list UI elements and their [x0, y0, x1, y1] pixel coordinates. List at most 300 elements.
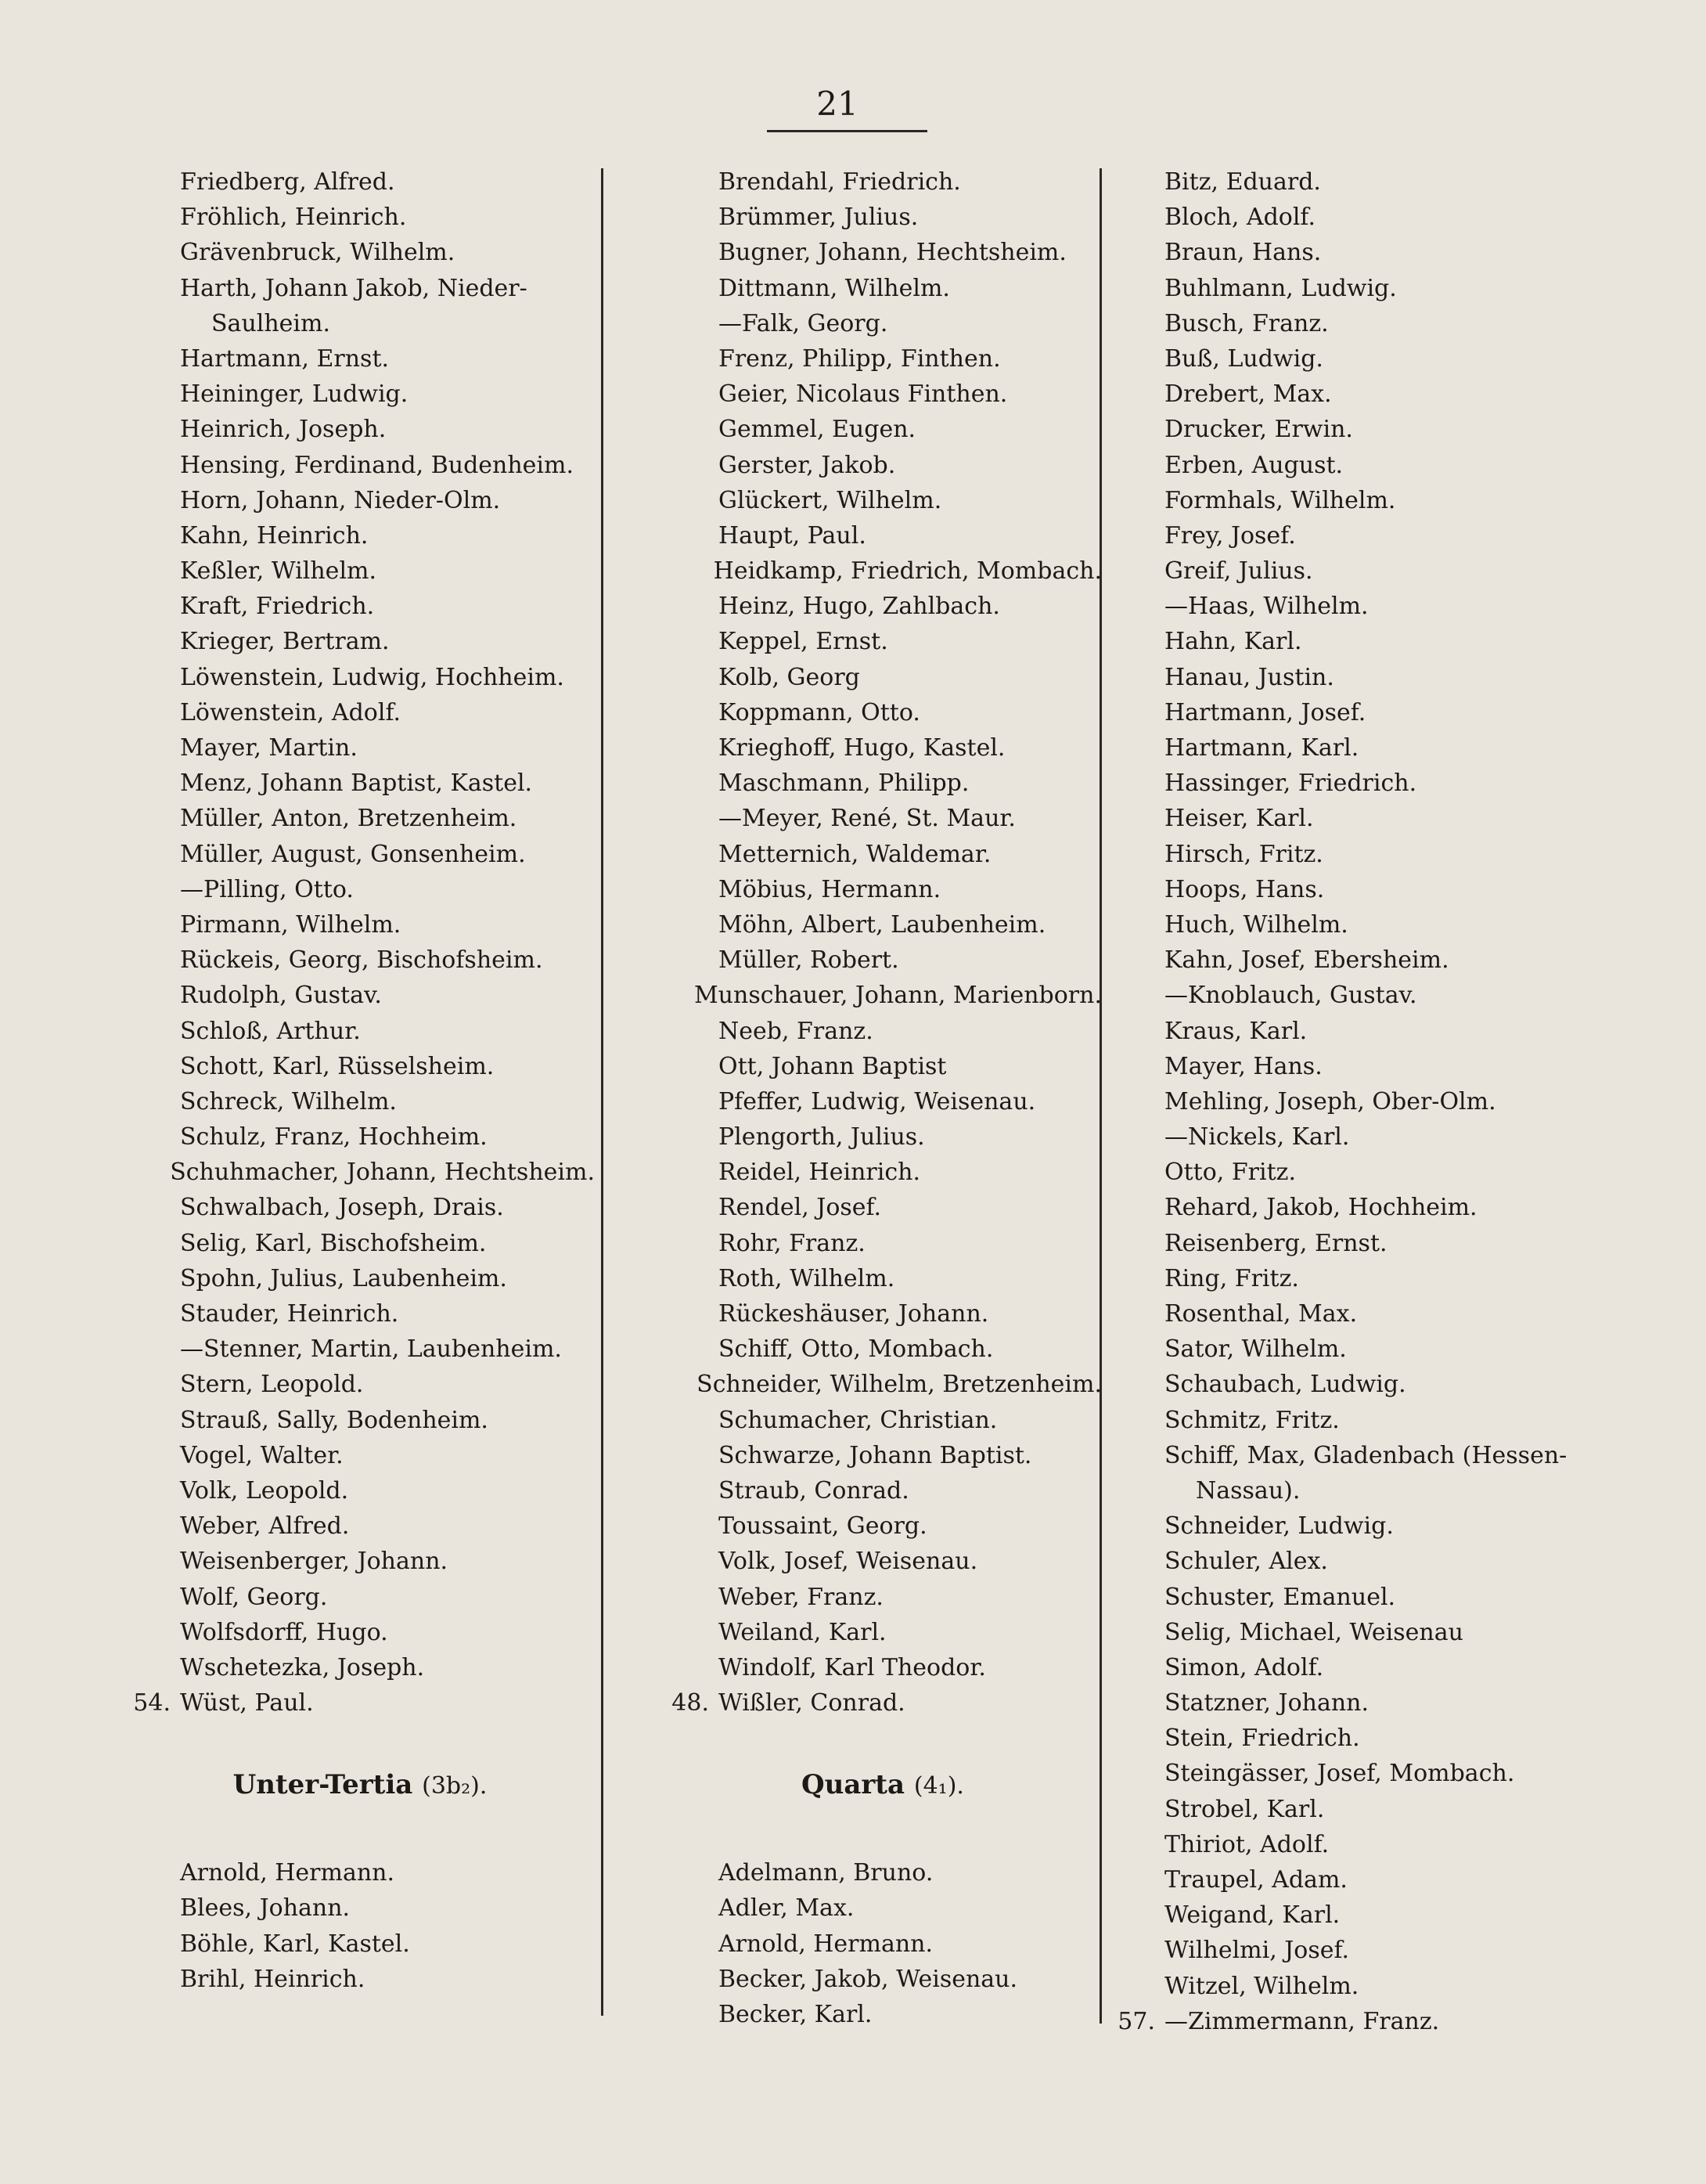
list-item [125, 660, 595, 695]
list-item [125, 1962, 595, 1997]
entry-number [1110, 1827, 1164, 1862]
list-item [664, 589, 1102, 624]
quarta-list [664, 1855, 1102, 2032]
entry-number [1110, 1933, 1164, 1968]
entry-name: Strauß, Sally, Bodenheim. [180, 1406, 488, 1434]
entry-name: Müller, Anton, Bretzenheim. [180, 805, 517, 833]
list-item [664, 1508, 1102, 1544]
entry-name: Buhlmann, Ludwig. [1164, 274, 1397, 302]
list-item [664, 1438, 1102, 1473]
entry-name: Reidel, Heinrich. [718, 1159, 920, 1187]
entry-number [664, 1997, 718, 2032]
list-item [664, 271, 1102, 306]
entry-number [1110, 1650, 1164, 1685]
entry-number [664, 1332, 718, 1367]
entry-name: Hirsch, Fritz. [1164, 840, 1323, 868]
list-item [1110, 1190, 1611, 1225]
entry-number [125, 589, 180, 624]
entry-name: Schmitz, Fritz. [1164, 1406, 1340, 1434]
entry-name: Schiff, Max, Gladenbach (Hessen- [1164, 1441, 1567, 1469]
entry-name: Keppel, Ernst. [718, 628, 888, 656]
entry-number [664, 448, 718, 483]
list-item [125, 907, 595, 942]
entry-name: Volk, Josef, Weisenau. [718, 1548, 978, 1576]
entry-number [664, 553, 714, 589]
entry-name: Mayer, Martin. [180, 734, 358, 762]
entry-name: —Falk, Georg. [718, 309, 888, 337]
entry-name: Maschmann, Philipp. [718, 769, 970, 798]
entry-name: Straub, Conrad. [718, 1476, 909, 1505]
entry-name: Horn, Johann, Nieder-Olm. [180, 486, 501, 514]
entry-name: Rückeis, Georg, Bischofsheim. [180, 946, 543, 975]
list-item [1110, 730, 1611, 766]
list-item [664, 412, 1102, 447]
entry-number [1110, 1367, 1164, 1402]
entry-number [664, 589, 718, 624]
entry-number [664, 837, 718, 872]
list-item [664, 1890, 1102, 1926]
entry-number [1110, 907, 1164, 942]
entry-name: Heinz, Hugo, Zahlbach. [718, 593, 1000, 621]
entry-number [1110, 377, 1164, 412]
list-item [125, 872, 595, 907]
entry-number [664, 1014, 718, 1049]
entry-number [125, 660, 180, 695]
unter-tertia-list [125, 1855, 595, 1997]
entry-number [1110, 1685, 1164, 1721]
list-item [125, 1014, 595, 1049]
list-item [664, 306, 1102, 341]
entry-number [1110, 553, 1164, 589]
list-item [125, 164, 595, 200]
list-item [125, 271, 595, 306]
entry-number [125, 1296, 180, 1332]
entry-name: Wolf, Georg. [180, 1583, 328, 1611]
list-item [125, 978, 595, 1013]
list-item [1110, 518, 1611, 553]
list-item [1110, 448, 1611, 483]
entry-number [125, 624, 180, 659]
entry-number [664, 235, 718, 270]
list-item [664, 235, 1102, 270]
entry-name: Schuler, Alex. [1164, 1548, 1328, 1576]
entry-name: Arnold, Hermann. [718, 1930, 934, 1958]
entry-name: Gerster, Jakob. [718, 451, 896, 479]
entry-number [664, 1544, 718, 1579]
entry-name: Schneider, Ludwig. [1164, 1512, 1394, 1541]
entry-name: —Haas, Wilhelm. [1164, 593, 1369, 621]
list-item [1110, 164, 1611, 200]
entry-name: Schuhmacher, Johann, Hechtsheim. [170, 1159, 595, 1187]
entry-number [125, 341, 180, 377]
entry-name: Buß, Ludwig. [1164, 344, 1323, 373]
entry-name: Geier, Nicolaus Finthen. [718, 380, 1008, 409]
list-item [1110, 978, 1611, 1013]
entry-number [664, 1580, 718, 1615]
entry-number [1110, 1084, 1164, 1119]
entry-name: Kolb, Georg [718, 663, 860, 691]
list-item [1110, 1332, 1611, 1367]
entry-name: Mayer, Hans. [1164, 1052, 1323, 1080]
list-item [664, 1962, 1102, 1997]
list-item [664, 1855, 1102, 1890]
entry-name: Otto, Fritz. [1164, 1159, 1296, 1187]
list-item [1110, 306, 1611, 341]
list-item [664, 341, 1102, 377]
entry-name: Neeb, Franz. [718, 1017, 873, 1045]
list-item [664, 837, 1102, 872]
list-item [1110, 1438, 1611, 1473]
entry-name: Adelmann, Bruno. [718, 1859, 934, 1887]
entry-name: Huch, Wilhelm. [1164, 910, 1348, 939]
section-title: Unter-Tertia [232, 1769, 413, 1801]
list-item [664, 1119, 1102, 1155]
entry-name: Drucker, Erwin. [1164, 416, 1353, 444]
entry-number [1110, 1756, 1164, 1791]
entry-number [664, 1403, 718, 1438]
entry-number [1110, 1403, 1164, 1438]
entry-name: Stauder, Heinrich. [180, 1300, 399, 1328]
entry-name: Schumacher, Christian. [718, 1406, 998, 1434]
entry-name: Drebert, Max. [1164, 380, 1332, 409]
entry-name: Hensing, Ferdinand, Budenheim. [180, 451, 574, 479]
entry-name: Hassinger, Friedrich. [1164, 769, 1417, 798]
entry-number [664, 907, 718, 942]
list-item [1110, 1933, 1611, 1968]
entry-number [125, 1855, 180, 1890]
list-item [664, 801, 1102, 836]
list-item [125, 1332, 595, 1367]
entry-name: Glückert, Wilhelm. [718, 486, 942, 514]
list-item [125, 1226, 595, 1261]
column-1-list [125, 164, 595, 1721]
list-item [1110, 660, 1611, 695]
entry-name: —Stenner, Martin, Laubenheim. [180, 1335, 562, 1364]
list-item [125, 200, 595, 235]
list-item [1110, 1403, 1611, 1438]
entry-number [1110, 341, 1164, 377]
entry-number [664, 978, 694, 1013]
entry-name: Bitz, Eduard. [1164, 168, 1321, 196]
entry-name: Stein, Friedrich. [1164, 1724, 1360, 1753]
entry-name: Rudolph, Gustav. [180, 982, 382, 1010]
list-item [1110, 200, 1611, 235]
entry-name: Hartmann, Karl. [1164, 734, 1359, 762]
entry-number [1110, 1580, 1164, 1615]
entry-name: Braun, Hans. [1164, 239, 1322, 267]
entry-number [664, 200, 718, 235]
entry-number [664, 1226, 718, 1261]
entry-name: Weigand, Karl. [1164, 1901, 1341, 1930]
list-item [1110, 1261, 1611, 1296]
list-item [664, 872, 1102, 907]
entry-name: Kraus, Karl. [1164, 1017, 1308, 1045]
entry-number [125, 872, 180, 907]
list-item [125, 377, 595, 412]
entry-number [664, 1438, 718, 1473]
entry-number [664, 1508, 718, 1544]
entry-name: Thiriot, Adolf. [1164, 1830, 1330, 1858]
entry-number [125, 1014, 180, 1049]
entry-number [125, 164, 180, 200]
entry-name: Steingässer, Josef, Mombach. [1164, 1760, 1515, 1788]
column-1 [125, 164, 595, 1997]
entry-name: Heininger, Ludwig. [180, 380, 409, 409]
entry-name: Koppmann, Otto. [718, 698, 920, 726]
entry-name: Vogel, Walter. [180, 1441, 344, 1469]
entry-name: Haupt, Paul. [718, 521, 866, 550]
list-item [1110, 837, 1611, 872]
entry-name: Adler, Max. [718, 1894, 855, 1923]
list-item [664, 942, 1102, 978]
entry-number [125, 1962, 180, 1997]
list-item [664, 377, 1102, 412]
list-item [125, 448, 595, 483]
entry-name: Kahn, Heinrich. [180, 521, 369, 550]
entry-number [1110, 306, 1164, 341]
entry-number [1110, 695, 1164, 730]
entry-number [125, 448, 180, 483]
list-item [664, 1926, 1102, 1962]
list-item [125, 1190, 595, 1225]
entry-number [1110, 730, 1164, 766]
list-item [1110, 1685, 1611, 1721]
entry-number [125, 1190, 180, 1225]
entry-number [664, 1155, 718, 1190]
entry-number [1110, 1897, 1164, 1933]
entry-name: Heinrich, Joseph. [180, 416, 387, 444]
entry-number [664, 1296, 718, 1332]
entry-name: Greif, Julius. [1164, 557, 1313, 586]
entry-number [125, 1261, 180, 1296]
list-item [125, 1367, 595, 1402]
list-item [125, 695, 595, 730]
entry-name: Schwarze, Johann Baptist. [718, 1441, 1032, 1469]
list-item [125, 801, 595, 836]
entry-number [1110, 1969, 1164, 2004]
entry-number [1110, 589, 1164, 624]
list-item [664, 553, 1102, 589]
entry-number [1110, 1544, 1164, 1579]
entry-name: Metternich, Waldemar. [718, 840, 992, 868]
entry-name: Krieger, Bertram. [180, 628, 390, 656]
entry-name: Müller, August, Gonsenheim. [180, 840, 526, 868]
column-3 [1110, 164, 1611, 2039]
entry-name: Becker, Karl. [718, 2001, 873, 2028]
entry-name: Möbius, Hermann. [718, 875, 941, 903]
list-item [125, 1155, 595, 1190]
list-item [125, 412, 595, 447]
entry-name: Friedberg, Alfred. [180, 168, 395, 196]
entry-name: Pirmann, Wilhelm. [180, 910, 401, 939]
entry-name: Stern, Leopold. [180, 1371, 364, 1399]
section-title: Quarta [801, 1769, 905, 1801]
list-item [664, 907, 1102, 942]
entry-number [1110, 1721, 1164, 1756]
list-item [125, 730, 595, 766]
entry-number [125, 1367, 180, 1402]
entry-name: Ott, Johann Baptist [718, 1052, 947, 1080]
entry-name: Statzner, Johann. [1164, 1689, 1369, 1717]
entry-name: Fröhlich, Heinrich. [180, 204, 407, 232]
list-item [664, 730, 1102, 766]
entry-number [1110, 1508, 1164, 1544]
entry-name: Hahn, Karl. [1164, 628, 1302, 656]
list-item [125, 1049, 595, 1084]
entry-name: Plengorth, Julius. [718, 1123, 925, 1151]
entry-name: Volk, Leopold. [180, 1476, 349, 1505]
entry-name: Rendel, Josef. [718, 1194, 882, 1222]
entry-name: Formhals, Wilhelm. [1164, 486, 1396, 514]
entry-number [664, 483, 718, 518]
entry-name: Schiff, Otto, Mombach. [718, 1335, 994, 1364]
list-item [664, 518, 1102, 553]
entry-name: Schwalbach, Joseph, Drais. [180, 1194, 504, 1222]
list-item [1110, 766, 1611, 801]
page-number: 21 [816, 85, 858, 123]
entry-number [1110, 412, 1164, 447]
list-item [664, 1650, 1102, 1685]
entry-number: 48. [671, 1689, 709, 1717]
list-item [664, 1296, 1102, 1332]
list-item [125, 1403, 595, 1438]
list-item [125, 235, 595, 270]
entry-name: Selig, Michael, Weisenau [1164, 1618, 1463, 1646]
entry-name: Frenz, Philipp, Finthen. [718, 344, 1001, 373]
list-item [664, 766, 1102, 801]
entry-name: Simon, Adolf. [1164, 1653, 1324, 1681]
list-item [125, 837, 595, 872]
entry-number [1110, 872, 1164, 907]
entry-name: —Knoblauch, Gustav. [1164, 982, 1417, 1010]
list-item [1110, 801, 1611, 836]
entry-name: Sator, Wilhelm. [1164, 1335, 1347, 1364]
entry-number [125, 1890, 180, 1926]
entry-number [664, 341, 718, 377]
entry-name: —Nickels, Karl. [1164, 1123, 1350, 1151]
entry-name: Hoops, Hans. [1164, 875, 1325, 903]
list-item [125, 589, 595, 624]
entry-number [664, 1367, 696, 1402]
list-item [664, 624, 1102, 659]
entry-number [664, 518, 718, 553]
list-item [664, 1473, 1102, 1508]
list-item [1110, 872, 1611, 907]
entry-number: 54. [133, 1689, 171, 1717]
entry-number [125, 978, 180, 1013]
list-item [664, 448, 1102, 483]
entry-name: Arnold, Hermann. [180, 1859, 395, 1887]
entry-number [125, 235, 180, 270]
entry-name: Wißler, Conrad. [718, 1689, 905, 1717]
entry-number [1110, 660, 1164, 695]
list-item [1110, 1155, 1611, 1190]
entry-number [125, 1438, 180, 1473]
list-item [664, 164, 1102, 200]
entry-number [1110, 235, 1164, 270]
list-item [125, 1650, 595, 1685]
section-heading-unter-tertia [125, 1761, 595, 1808]
entry-number [1110, 1473, 1164, 1508]
list-item [1110, 1226, 1611, 1261]
list-item [1110, 942, 1611, 978]
entry-number [664, 1615, 718, 1650]
entry-name: Frey, Josef. [1164, 521, 1296, 550]
list-item [1110, 1544, 1611, 1579]
entry-number: 57. [1118, 2007, 1155, 2035]
entry-number [125, 1403, 180, 1438]
entry-number [1110, 200, 1164, 235]
list-item [125, 1438, 595, 1473]
entry-number [1110, 1862, 1164, 1897]
entry-name: Schulz, Franz, Hochheim. [180, 1123, 488, 1151]
entry-name: Wüst, Paul. [180, 1689, 314, 1717]
entry-name: Kahn, Josef, Ebersheim. [1164, 946, 1449, 975]
list-item [125, 1119, 595, 1155]
entry-number [125, 942, 180, 978]
list-item [125, 1544, 595, 1579]
entry-number [1110, 766, 1164, 801]
list-item [1110, 1827, 1611, 1862]
entry-number [664, 306, 718, 341]
list-item [125, 341, 595, 377]
list-item [125, 483, 595, 518]
entry-number [1110, 1296, 1164, 1332]
list-item [125, 1508, 595, 1544]
list-item [1110, 1473, 1611, 1508]
entry-name: Hartmann, Josef. [1164, 698, 1366, 726]
entry-number [1110, 1014, 1164, 1049]
entry-name: —Zimmermann, Franz. [1164, 2007, 1440, 2035]
entry-number [125, 801, 180, 836]
entry-number [125, 837, 180, 872]
entry-number [664, 695, 718, 730]
entry-name: Hartmann, Ernst. [180, 344, 390, 373]
entry-number [664, 801, 718, 836]
list-item [1110, 235, 1611, 270]
list-item [664, 1544, 1102, 1579]
entry-number [664, 164, 718, 200]
list-item [1110, 553, 1611, 589]
entry-number [125, 1508, 180, 1544]
entry-name: Nassau). [1196, 1476, 1301, 1505]
entry-name: Munschauer, Johann, Marienborn. [693, 982, 1102, 1010]
entry-number [1110, 978, 1164, 1013]
entry-name: Weisenberger, Johann. [180, 1548, 448, 1576]
list-item [125, 1084, 595, 1119]
list-item [1110, 1721, 1611, 1756]
entry-name: Erben, August. [1164, 451, 1344, 479]
entry-name: Blees, Johann. [180, 1894, 351, 1923]
column-3-list [1110, 164, 1611, 2039]
entry-name: Brihl, Heinrich. [180, 1965, 365, 1993]
entry-number [125, 1155, 170, 1190]
entry-number [664, 1855, 718, 1890]
entry-name: Rehard, Jakob, Hochheim. [1164, 1194, 1477, 1222]
entry-number [125, 1926, 180, 1962]
list-item [125, 1296, 595, 1332]
entry-number [125, 1332, 180, 1367]
list-item [664, 1155, 1102, 1190]
list-item [1110, 377, 1611, 412]
list-item [1110, 589, 1611, 624]
column-2-list [664, 164, 1102, 1721]
entry-number [1110, 448, 1164, 483]
entry-number [125, 412, 180, 447]
entry-number [664, 1190, 718, 1225]
list-item [125, 553, 595, 589]
entry-name: Wschetezka, Joseph. [180, 1653, 425, 1681]
